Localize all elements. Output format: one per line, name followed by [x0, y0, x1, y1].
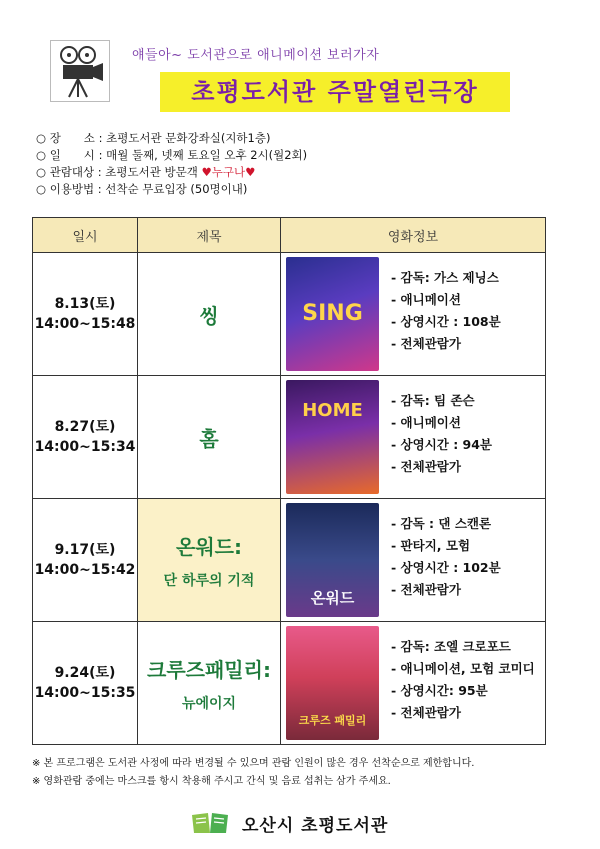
movie-info-cell — [281, 499, 546, 622]
footer — [190, 808, 388, 838]
screening-date: 9.17(토) — [54, 542, 116, 558]
info-audience-label: ○ 관람대상 : 초평도서관 방문객 — [36, 165, 202, 179]
poster-title: HOME — [302, 400, 363, 421]
notice-line: ※ 영화관람 중에는 마스크를 항시 착용해 주시고 간식 및 음료 섭취는 삼가 주세요. — [32, 776, 391, 787]
info-method: ○ 이용방법 : 선착순 무료입장 (50명이내) — [36, 182, 248, 196]
date-cell — [33, 499, 138, 622]
movie-info-cell — [281, 253, 546, 376]
book-icon — [190, 811, 230, 835]
poster-title: SING — [302, 301, 363, 326]
table-row — [33, 499, 546, 622]
movie-details — [391, 513, 501, 601]
movie-subtitle: 뉴에이지 — [181, 695, 237, 712]
movie-director: - 감독 : 댄 스캔론 — [391, 516, 492, 531]
screening-date: 8.13(토) — [54, 296, 116, 312]
info-time: ○ 일 시 : 매월 둘째, 넷째 토요일 오후 2시(월2회) — [36, 148, 308, 162]
header-subtitle: 얘들아~ 도서관으로 애니메이션 보러가자 — [132, 48, 380, 63]
date-cell — [33, 376, 138, 499]
movie-rating: - 전체관람가 — [391, 336, 461, 351]
movie-poster — [286, 503, 379, 617]
movie-title: 크루즈패밀리: — [147, 657, 271, 682]
screening-date: 9.24(토) — [54, 665, 116, 681]
movie-info-cell — [281, 622, 546, 745]
movie-runtime: - 상영시간 : 102분 — [391, 560, 501, 575]
screening-time: 14:00~15:35 — [34, 685, 136, 701]
movie-rating: - 전체관람가 — [391, 582, 461, 597]
table-header-row — [33, 218, 546, 253]
title-cell — [138, 376, 281, 499]
movie-genre: - 애니메이션 — [391, 415, 461, 430]
library-name: 오산시 초평도서관 — [242, 815, 389, 836]
movie-genre: - 판타지, 모험 — [391, 538, 471, 553]
movie-rating: - 전체관람가 — [391, 705, 461, 720]
movie-title: 홈 — [199, 426, 219, 451]
title-cell — [138, 253, 281, 376]
movie-subtitle: 단 하루의 기적 — [163, 572, 255, 589]
movie-details — [391, 636, 535, 724]
date-cell — [33, 253, 138, 376]
screening-time: 14:00~15:42 — [34, 562, 136, 578]
movie-runtime: - 상영시간 : 94분 — [391, 437, 493, 452]
date-cell — [33, 622, 138, 745]
movie-poster — [286, 380, 379, 494]
notice-section — [32, 755, 474, 791]
poster-title: 온워드 — [310, 589, 355, 607]
movie-director: - 감독: 가스 제닝스 — [391, 270, 499, 285]
table-row — [33, 622, 546, 745]
screening-time: 14:00~15:48 — [34, 316, 136, 332]
page-title: 초평도서관 주말열린극장 — [191, 78, 479, 106]
screening-time: 14:00~15:34 — [34, 439, 136, 455]
header-movie-info: 영화정보 — [281, 218, 546, 253]
title-cell — [138, 622, 281, 745]
movie-details — [391, 267, 501, 355]
movie-poster — [286, 257, 379, 371]
movie-title: 온워드: — [176, 534, 242, 559]
movie-director: - 감독: 조엘 크로포드 — [391, 639, 511, 654]
info-audience — [36, 164, 307, 181]
info-audience-highlight: ♥누구나♥ — [201, 165, 256, 179]
info-place: ○ 장 소 : 초평도서관 문화강좌실(지하1층) — [36, 131, 271, 145]
table-row — [33, 253, 546, 376]
header-date: 일시 — [33, 218, 138, 253]
movie-rating: - 전체관람가 — [391, 459, 461, 474]
movie-title: 씽 — [199, 303, 219, 328]
movie-info-cell — [281, 376, 546, 499]
movie-runtime: - 상영시간: 95분 — [391, 683, 488, 698]
table-row — [33, 376, 546, 499]
film-projector-icon — [50, 40, 110, 102]
poster-title: 크루즈 패밀리 — [298, 714, 367, 727]
event-info — [36, 130, 307, 198]
movie-details — [391, 390, 492, 478]
schedule-table — [32, 217, 546, 745]
header-title: 제목 — [138, 218, 281, 253]
movie-director: - 감독: 팀 존슨 — [391, 393, 475, 408]
title-cell — [138, 499, 281, 622]
movie-genre: - 애니메이션 — [391, 292, 461, 307]
screening-date: 8.27(토) — [54, 419, 116, 435]
movie-genre: - 애니메이션, 모험 코미디 — [391, 661, 535, 676]
movie-runtime: - 상영시간 : 108분 — [391, 314, 501, 329]
notice-line: ※ 본 프로그램은 도서관 사정에 따라 변경될 수 있으며 관람 인원이 많은 경우 선착순으로 제한합니다. — [32, 758, 475, 769]
movie-poster — [286, 626, 379, 740]
